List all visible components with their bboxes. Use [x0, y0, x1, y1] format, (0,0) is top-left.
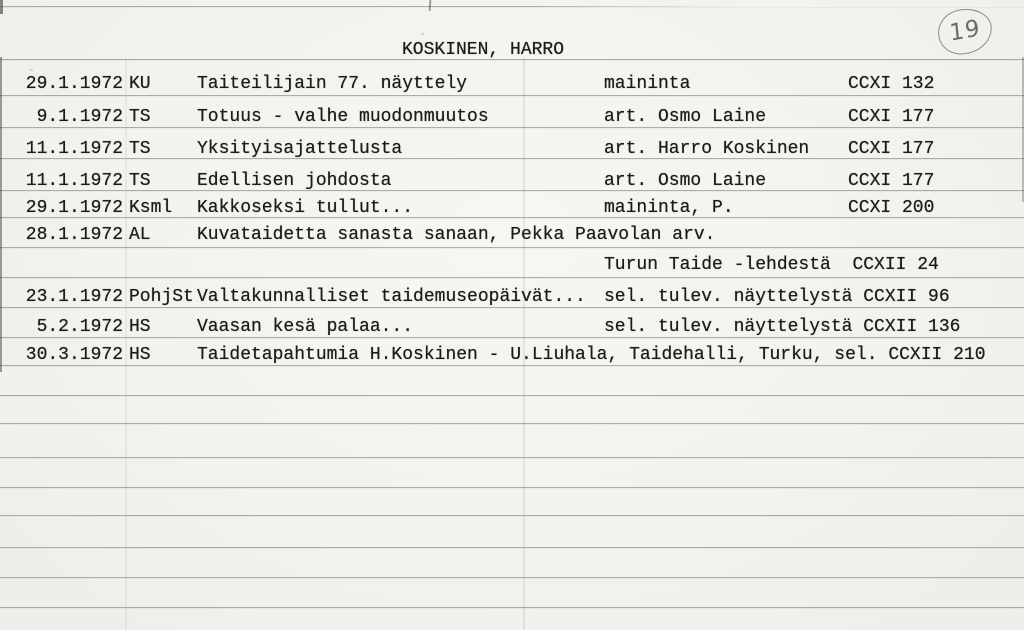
card-title: KOSKINEN, HARRO	[402, 40, 565, 60]
entry-info: maininta	[604, 74, 691, 94]
entry-source: HS	[129, 345, 151, 365]
entry-title: Taidetapahtumia H.Koskinen - U.Liuhala, Taidehalli, Turku, sel. CCXII 210	[197, 345, 986, 365]
badge-number: 19	[948, 15, 982, 47]
entry-row	[0, 255, 1024, 275]
entry-source: PohjSt	[129, 287, 194, 307]
entry-source: Ksml	[129, 198, 173, 218]
entry-source: TS	[129, 107, 151, 127]
entry-info: sel. tulev. näyttelystä CCXII 136	[604, 317, 961, 337]
entry-date: 28.1.1972	[25, 225, 123, 245]
entry-source: HS	[129, 317, 151, 337]
entry-row	[0, 139, 1024, 159]
entry-source: AL	[129, 225, 151, 245]
entry-source: TS	[129, 171, 151, 191]
entry-info: Turun Taide -lehdestä CCXII 24	[604, 255, 939, 275]
entry-source: KU	[129, 74, 151, 94]
entry-title: Totuus - valhe muodonmuutos	[197, 107, 489, 127]
entry-row	[0, 74, 1024, 94]
entry-info: art. Osmo Laine	[604, 107, 767, 127]
entry-title: Vaasan kesä palaa...	[197, 317, 414, 337]
entry-date: 9.1.1972	[36, 107, 123, 127]
entry-title: Kuvataidetta sanasta sanaan, Pekka Paavolan arv.	[197, 225, 716, 245]
entry-date: 29.1.1972	[25, 74, 123, 94]
entry-title: Yksityisajattelusta	[197, 139, 403, 159]
entry-title: Valtakunnalliset taidemuseopäivät...	[197, 287, 586, 307]
entry-info: maininta, P.	[604, 198, 734, 218]
entry-row	[0, 198, 1024, 218]
entry-date: 29.1.1972	[25, 198, 123, 218]
entry-ref: CCXI 200	[848, 198, 935, 218]
entry-date: 11.1.1972	[25, 171, 123, 191]
entry-row	[0, 107, 1024, 127]
entry-date: 11.1.1972	[25, 139, 123, 159]
entry-info: sel. tulev. näyttelystä CCXII 96	[604, 287, 950, 307]
entry-title: Kakkoseksi tullut...	[197, 198, 414, 218]
entry-info: art. Osmo Laine	[604, 171, 767, 191]
entry-date: 30.3.1972	[25, 345, 123, 365]
entry-row	[0, 287, 1024, 307]
entry-title: Taiteilijain 77. näyttely	[197, 74, 468, 94]
entry-date: 23.1.1972	[25, 287, 123, 307]
entry-row	[0, 225, 1024, 245]
entry-date: 5.2.1972	[36, 317, 123, 337]
entry-info: art. Harro Koskinen	[604, 139, 810, 159]
entry-ref: CCXI 177	[848, 107, 935, 127]
entry-row	[0, 317, 1024, 337]
entry-source: TS	[129, 139, 151, 159]
entry-ref: CCXI 177	[848, 139, 935, 159]
entry-ref: CCXI 177	[848, 171, 935, 191]
entry-row	[0, 171, 1024, 191]
entry-title: Edellisen johdosta	[197, 171, 392, 191]
entry-ref: CCXI 132	[848, 74, 935, 94]
entry-row	[0, 345, 1024, 365]
